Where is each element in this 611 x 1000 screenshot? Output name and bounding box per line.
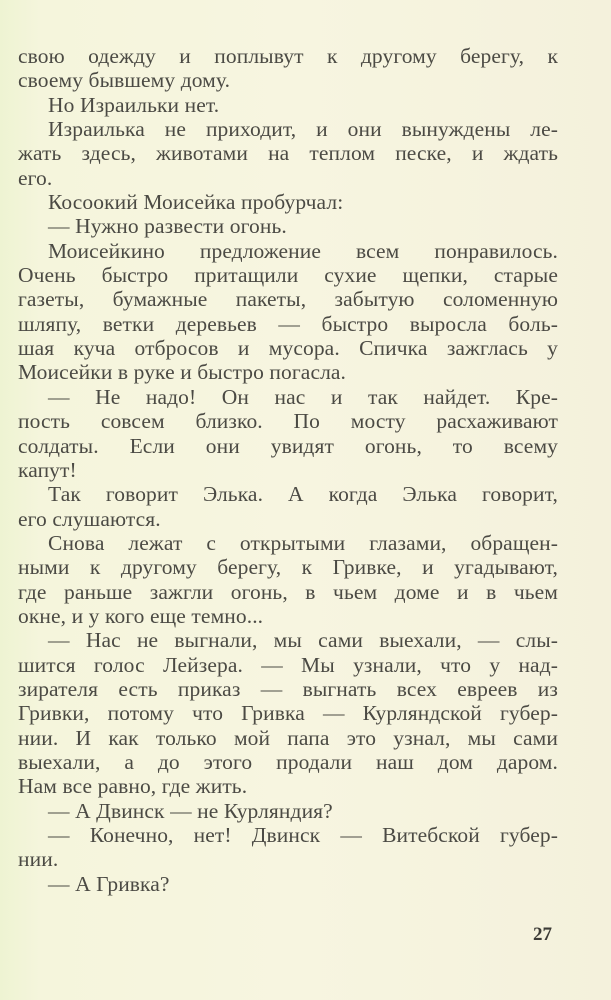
text-line: шится голос Лейзера. — Мы узнали, что у над- (18, 652, 558, 677)
text-line: Моисейкино предложение всем понравилось. (48, 238, 558, 263)
text-line: окне, и у кого еще темно... (18, 603, 264, 628)
text-line: выехали, а до этого продали наш дом даром. (18, 749, 558, 774)
text-line: Косоокий Моисейка пробурчал: (48, 190, 344, 215)
text-line: шая куча отбросов и мусора. Спичка зажглась у (18, 336, 558, 361)
text-line: Так говорит Элька. А когда Элька говорит, (48, 482, 558, 507)
page-text (18, 44, 558, 896)
text-line: газеты, бумажные пакеты, забытую соломенную (18, 287, 558, 312)
text-line: Но Израильки нет. (48, 92, 220, 117)
text-line: солдаты. Если они увидят огонь, то всему (18, 433, 558, 458)
text-line: Нам все равно, где жить. (18, 774, 248, 799)
text-line: его слушаются. (18, 506, 161, 531)
text-line: — Нас не выгнали, мы сами выехали, — слы- (48, 628, 558, 653)
text-line: — А Гривка? (48, 871, 170, 896)
text-line: — Нужно развести огонь. (48, 214, 287, 239)
text-line: Израилька не приходит, и они вынуждены ле- (48, 117, 558, 142)
text-line: ными к другому берегу, к Гривке, и угадывают, (18, 555, 558, 580)
text-line: нии. И как только мой папа это узнал, мы сами (18, 725, 558, 750)
text-line: зирателя есть приказ — выгнать всех евреев из (18, 676, 558, 701)
text-line: где раньше зажгли огонь, в чьем доме и в чьем (18, 579, 558, 604)
page-number: 27 (533, 924, 552, 945)
text-line: его. (18, 165, 53, 190)
text-line: Гривки, потому что Гривка — Курляндской губер- (18, 701, 558, 726)
text-line: — Конечно, нет! Двинск — Витебской губер- (48, 823, 558, 847)
text-line: Снова лежат с открытыми глазами, обращен- (48, 530, 558, 555)
text-line: — Не надо! Он нас и так найдет. Кре- (48, 384, 558, 409)
text-line: жать здесь, животами на теплом песке, и ждать (18, 141, 558, 166)
text-line: нии. (18, 847, 59, 872)
text-line: пость совсем близко. По мосту расхаживают (18, 409, 558, 434)
text-line: свою одежду и поплывут к другому берегу, к (18, 44, 558, 68)
text-line: Моисейки в руке и быстро погасла. (18, 360, 347, 385)
text-line: своему бывшему дому. (18, 68, 231, 93)
text-line: шляпу, ветки деревьев — быстро выросла боль- (18, 311, 558, 336)
text-line: Очень быстро притащили сухие щепки, старые (18, 263, 558, 288)
text-line: — А Двинск — не Курляндия? (48, 798, 333, 823)
text-line: капут! (18, 457, 77, 482)
